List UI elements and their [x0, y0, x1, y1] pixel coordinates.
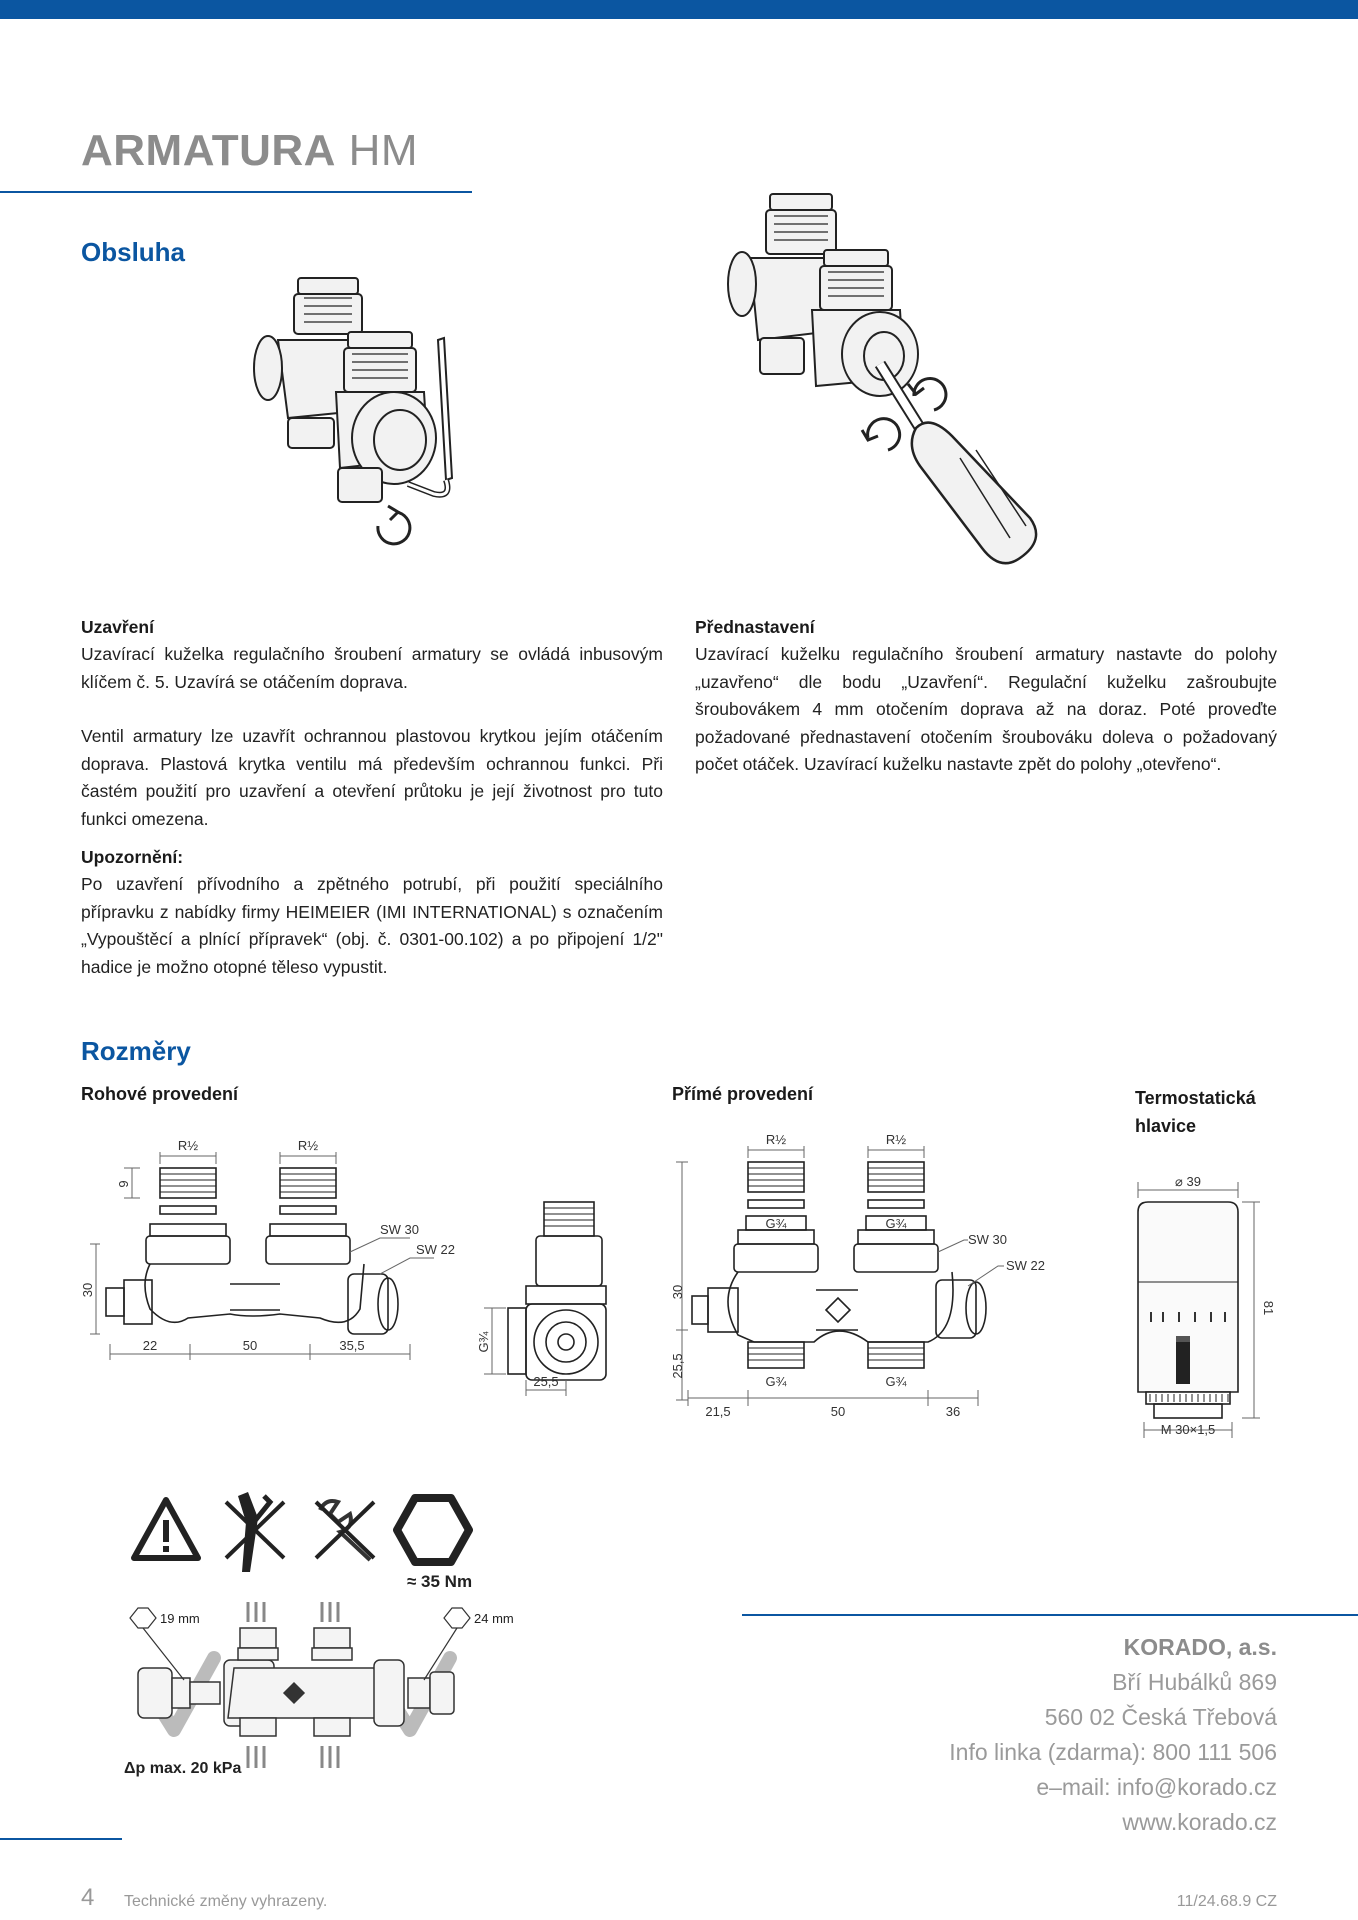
termo-caption [1135, 1084, 1256, 1140]
rohove-front-drawing [80, 1134, 456, 1414]
prednastaveni-heading: Přednastavení [695, 617, 815, 637]
rohove-side-drawing [466, 1200, 606, 1410]
pressure-drop-label: Δp max. 20 kPa [124, 1760, 242, 1777]
page-title-light: HM [348, 126, 419, 175]
title-underline [0, 191, 472, 193]
company-city: 560 02 Česká Třebová [1044, 1704, 1277, 1730]
obsluha-heading: Obsluha [81, 237, 186, 267]
termo-caption-line2: hlavice [1135, 1116, 1197, 1136]
rozmery-heading: Rozměry [81, 1036, 191, 1066]
torque-label: ≈ 35 Nm [407, 1572, 473, 1591]
dim-prime-g4: G¾ [885, 1374, 907, 1389]
dim-9: 9 [116, 1180, 131, 1188]
dim-22: 22 [142, 1338, 158, 1353]
upozorneni-heading: Upozornění: [81, 847, 184, 867]
dim-sw22: SW 22 [416, 1242, 456, 1257]
dim-g34-side: G¾ [476, 1331, 491, 1353]
rohove-caption: Rohové provedení [81, 1084, 239, 1104]
dim-prime-r2: R½ [885, 1132, 907, 1147]
company-rule [742, 1614, 1358, 1616]
page-number: 4 [81, 1884, 95, 1911]
no-open-wrench-icon [316, 1501, 374, 1560]
dim-prime-25-5: 25,5 [670, 1353, 685, 1379]
dim-81: 81 [1261, 1300, 1276, 1316]
termo-caption-line1: Termostatická [1135, 1088, 1256, 1108]
dim-r2: R½ [297, 1138, 319, 1153]
dim-prime-50: 50 [830, 1404, 846, 1419]
prednastaveni-section [695, 614, 1277, 779]
rotate-counterclockwise-icon [862, 419, 900, 450]
warning-icon [134, 1500, 198, 1558]
dim-prime-sw30: SW 30 [968, 1232, 1008, 1247]
dim-sw30: SW 30 [380, 1222, 420, 1237]
wrench-24mm-label: 24 mm [474, 1611, 514, 1626]
company-email: e–mail: info@korado.cz [1036, 1774, 1277, 1800]
page-number-rule [0, 1838, 122, 1840]
tool-pictograms [130, 1488, 500, 1598]
valve-hex-key-illustration [248, 268, 488, 568]
dim-50: 50 [242, 1338, 258, 1353]
uzavreni-section [81, 614, 663, 981]
company-street: Bří Hubálků 869 [1112, 1669, 1277, 1695]
wrench-19mm-label: 19 mm [160, 1611, 200, 1626]
uzavreni-paragraph-1: Uzavírací kuželka regulačního šroubení armatury se ovládá inbusovým klíčem č. 5. Uzavírá se otáčením doprava. [81, 644, 663, 692]
upozorneni-paragraph: Po uzavření přívodního a zpětného potrubí, při použití speciálního přípravku z nabídky firmy HEIMEIER (IMI INTERNATIONAL) s označením „Vypouštěcí a plnící přípravek“ (obj. č. 0301-00.102) a po připojení 1/2" hadice je možno otopné těleso vypustit. [81, 874, 663, 977]
prime-drawing [668, 1130, 1058, 1450]
dim-prime-21-5: 21,5 [705, 1404, 731, 1419]
page-title-bold: ARMATURA [81, 126, 336, 175]
company-web: www.korado.cz [1122, 1809, 1277, 1835]
dim-prime-sw22: SW 22 [1006, 1258, 1046, 1273]
rotate-clockwise-icon [378, 506, 410, 544]
dim-prime-r1: R½ [765, 1132, 787, 1147]
footer-note: Technické změny vyhrazeny. [124, 1893, 328, 1910]
document-code: 11/24.68.9 CZ [1176, 1893, 1277, 1910]
dim-prime-30: 30 [670, 1284, 685, 1300]
dim-prime-g1: G¾ [765, 1216, 787, 1231]
prime-caption: Přímé provedení [672, 1084, 814, 1104]
uzavreni-paragraph-2: Ventil armatury lze uzavřít ochrannou plastovou krytkou jejím otáčením doprava. Plastová krytka ventilu má především ochrannou funkci. Při častém použití pro uzavření a otevření průtoku je její životnost pro tuto funkci omezena. [81, 726, 663, 829]
dim-d39: ⌀ 39 [1175, 1174, 1201, 1189]
company-info-line: Info linka (zdarma): 800 111 506 [949, 1739, 1277, 1765]
company-name: KORADO, a.s. [1123, 1634, 1277, 1660]
uzavreni-heading: Uzavření [81, 617, 154, 637]
dim-prime-g2: G¾ [885, 1216, 907, 1231]
hex-nut-icon [397, 1498, 469, 1562]
termo-head-drawing [1128, 1172, 1278, 1452]
prednastaveni-paragraph: Uzavírací kuželku regulačního šroubení armatury nastavte do polohy „uzavřeno“ dle bodu „Uzavření“. Regulační kuželku zašroubujte šroubovákem 4 mm otočením doprava až na doraz. Poté proveďte požadované přednastavení otočením šroubováku doleva o požadovaný počet otáček. Uzavírací kuželku nastavte zpět do polohy „otevřeno“. [695, 644, 1277, 774]
installation-diagram [124, 1598, 514, 1778]
dim-m30: M 30×1,5 [1160, 1422, 1216, 1437]
dim-prime-g3: G¾ [765, 1374, 787, 1389]
dim-30: 30 [80, 1282, 95, 1298]
no-pipe-wrench-icon [226, 1492, 284, 1572]
dim-25-5-side: 25,5 [533, 1374, 559, 1389]
page-title [81, 126, 418, 176]
dim-prime-36: 36 [945, 1404, 961, 1419]
valve-screwdriver-illustration [720, 188, 1050, 588]
dim-r1: R½ [177, 1138, 199, 1153]
dim-35-5: 35,5 [339, 1338, 365, 1353]
rotate-clockwise-icon [908, 379, 946, 410]
top-bar [0, 0, 1358, 19]
